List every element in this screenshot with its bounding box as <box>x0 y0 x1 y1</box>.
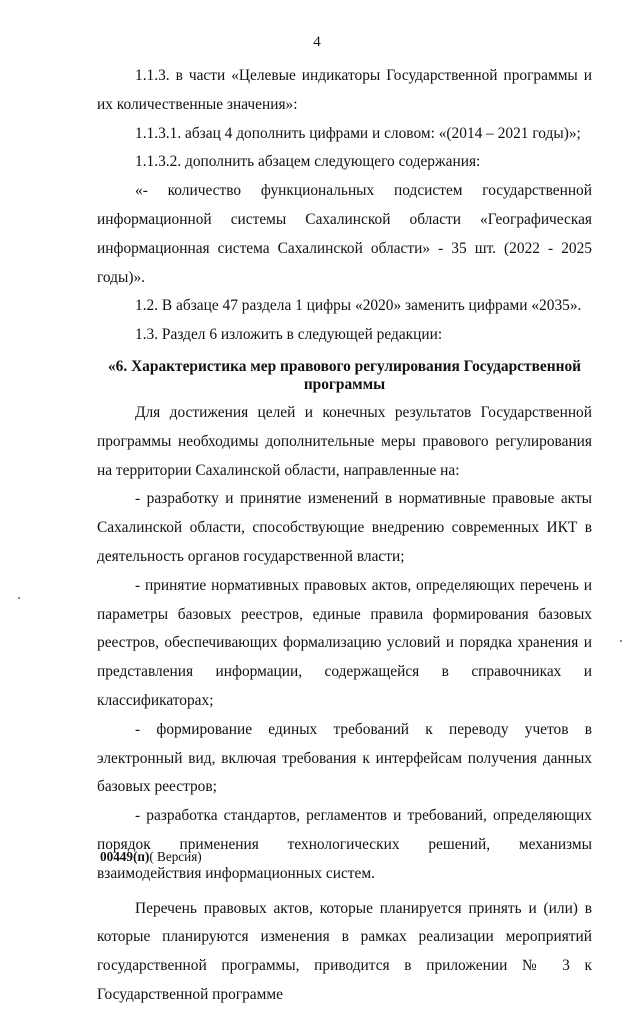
paragraph-quote-indicator: «- количество функциональных подсистем государственной информационной системы Сахалинской области «Географическая информационная система Сахалинской области» - 35 шт. (2022 - 2025 годы)». <box>97 182 592 286</box>
paragraph-1-2: 1.2. В абзаце 47 раздела 1 цифры «2020» заменить цифрами «2035». <box>135 297 582 315</box>
section-paragraph-intro: Для достижения целей и конечных результатов Государственной программы необходимы дополнительные меры правового регулирования на территории Сахалинской области, направленные на: <box>97 403 592 479</box>
section-paragraph-item-2: - принятие нормативных правовых актов, определяющих перечень и параметры базовых реестров, единые правила формирования базовых реестров, обеспечивающих формализацию условий и порядка хранения и представления информации, содержащейся в справочниках и классификаторах; <box>97 576 592 709</box>
section-paragraph-item-3: - формирование единых требований к переводу учетов в электронный вид, включая требования к интерфейсам получения данных базовых реестров; <box>97 720 592 796</box>
section-paragraph-item-4: - разработка стандартов, регламентов и требований, определяющих порядок применения технологических решений, механизмы взаимодействия информационных систем. <box>97 807 592 882</box>
paragraph-1-3: 1.3. Раздел 6 изложить в следующей редакции: <box>135 326 443 344</box>
document-body <box>97 62 592 1010</box>
section-paragraph-list-reference: Перечень правовых актов, которые планируется принять и (или) в которые планируются изменения в рамках реализации мероприятий государственной программы, приводится в приложении № 3 к Государственной программе <box>97 899 592 1003</box>
footer-label: ( Версия) <box>149 849 202 864</box>
section-paragraph-item-1: - разработку и принятие изменений в нормативные правовые акты Сахалинской области, способствующие внедрению современных ИКТ в деятельность органов государственной власти; <box>97 490 592 565</box>
footer-code: 00449(п) <box>100 849 150 864</box>
footer <box>100 849 202 865</box>
paragraph-1-1-3-1: 1.1.3.1. абзац 4 дополнить цифрами и словом: «(2014 – 2021 годы)»; <box>135 124 581 142</box>
section-heading: «6. Характеристика мер правового регулирования Государственной программы <box>107 357 582 394</box>
paragraph-1-1-3-2: 1.1.3.2. дополнить абзацем следующего содержания: <box>135 153 481 171</box>
scan-speck <box>18 597 20 599</box>
page-number: 4 <box>313 34 321 50</box>
paragraph-1-1-3: 1.1.3. в части «Целевые индикаторы Государственной программы и их количественные значения»: <box>97 67 592 113</box>
scan-speck <box>620 640 622 642</box>
